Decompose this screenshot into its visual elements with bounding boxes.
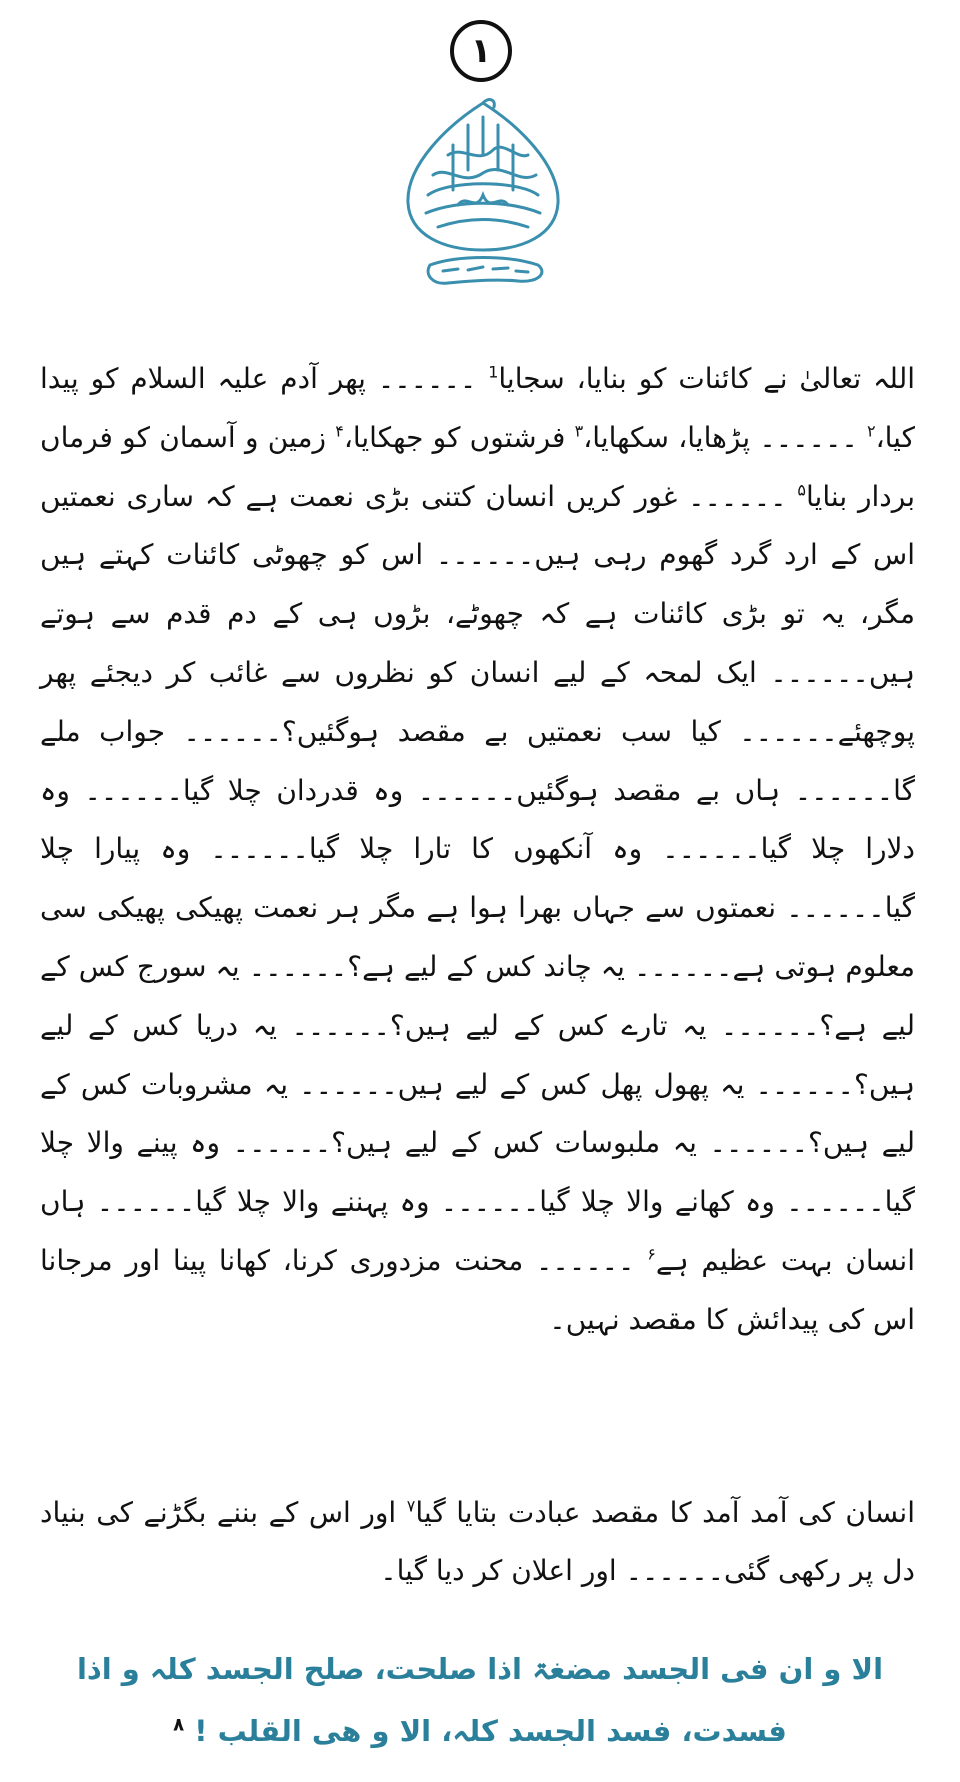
main-paragraph bbox=[40, 350, 915, 1350]
footnote-5: ۵ bbox=[797, 480, 807, 500]
sentence-8: انسان کی آمد آمد کا مقصد عبادت بتایا گیا bbox=[415, 1496, 916, 1529]
sentence-2: ۔۔۔۔۔۔ پھر آدم علیہ السلام کو پیدا کیا، bbox=[40, 362, 915, 454]
sentence-9: اور اس کے بننے بگڑنے کی بنیاد دل پر رکھی گئی۔۔۔۔۔۔ اور اعلان کر دیا گیا۔ bbox=[40, 1496, 915, 1587]
hadith-line-2-wrap bbox=[0, 1714, 960, 1748]
sentence-6: ۔۔۔۔۔۔ غور کریں انسان کتنی بڑی نعمت ہے کہ ساری نعمتیں اس کے ارد گرد گھوم رہی ہیں۔۔۔۔۔۔ اس کو چھوٹی کائنات کہتے ہیں مگر، یہ تو بڑی کائنات ہے کہ چھوٹے، بڑوں ہی کے دم قدم سے ہوتے ہیں۔۔۔۔۔۔ ایک لمحہ کے لیے انسان کو نظروں سے غائب کر دیجئے پھر پوچھئے۔۔۔۔۔۔ کیا سب نعمتیں بے مقصد ہوگئیں؟۔۔۔۔۔۔ جواب ملے گا۔۔۔۔۔۔ ہاں بے مقصد ہوگئیں۔۔۔۔۔۔ وہ قدردان چلا گیا۔۔۔۔۔۔ وہ دلارا چلا گیا۔۔۔۔۔۔ وہ آنکھوں کا تارا چلا گیا۔۔۔۔۔۔ وہ پیارا چلا گیا۔۔۔۔۔۔ نعمتوں سے جہاں بھرا ہوا ہے مگر ہر نعمت پھیکی پھیکی سی معلوم ہوتی ہے۔۔۔۔۔۔ یہ چاند کس کے لیے ہے؟۔۔۔۔۔۔ یہ سورج کس کے لیے ہے؟۔۔۔۔۔۔ یہ تارے کس کے لیے ہیں؟۔۔۔۔۔۔ یہ دریا کس کے لیے ہیں؟۔۔۔۔۔۔ یہ پھول پھل کس کے لیے ہیں۔۔۔۔۔۔ یہ مشروبات کس کے لیے ہیں؟۔۔۔۔۔۔ یہ ملبوسات کس کے لیے ہیں؟۔۔۔۔۔۔ وہ پینے والا چلا گیا۔۔۔۔۔۔ وہ کھانے والا چلا گیا۔۔۔۔۔۔ وہ پہننے والا چلا گیا۔۔۔۔۔۔ ہاں انسان بہت عظیم ہے bbox=[40, 479, 915, 1277]
footnote-4: ۴ bbox=[335, 421, 344, 441]
footnote-3: ۳ bbox=[574, 421, 584, 441]
hadith-line-1: الا و ان فی الجسد مضغۃ اذا صلحت، صلح الجسد کلہ و اذا bbox=[76, 1652, 884, 1686]
page-number: ۱ bbox=[450, 20, 512, 82]
sentence-7: ۔۔۔۔۔۔ محنت مزدوری کرنا، کھانا پینا اور مرجانا اس کی پیدائش کا مقصد نہیں۔ bbox=[40, 1243, 915, 1336]
calligraphy-emblem-icon bbox=[388, 95, 578, 295]
sentence-5: زمین و آسمان کو فرماں بردار بنایا bbox=[40, 420, 915, 513]
sentence-3: ۔۔۔۔۔۔ پڑھایا، سکھایا، bbox=[583, 420, 858, 454]
sentence-1: اللہ تعالیٰ نے کائنات کو بنایا، سجایا bbox=[498, 362, 916, 395]
hadith-line-2: فسدت، فسد الجسد کلہ، الا و ھی القلب ! bbox=[194, 1714, 787, 1748]
footnote-1: 1 bbox=[488, 362, 499, 382]
second-paragraph bbox=[40, 1484, 915, 1600]
footnote-8: ۸ bbox=[173, 1714, 185, 1736]
sentence-4: فرشتوں کو جھکایا، bbox=[343, 420, 566, 454]
footnote-6: ۶ bbox=[647, 1244, 656, 1264]
footnote-7: ۷ bbox=[406, 1496, 416, 1516]
footnote-2: ۲ bbox=[867, 421, 876, 441]
